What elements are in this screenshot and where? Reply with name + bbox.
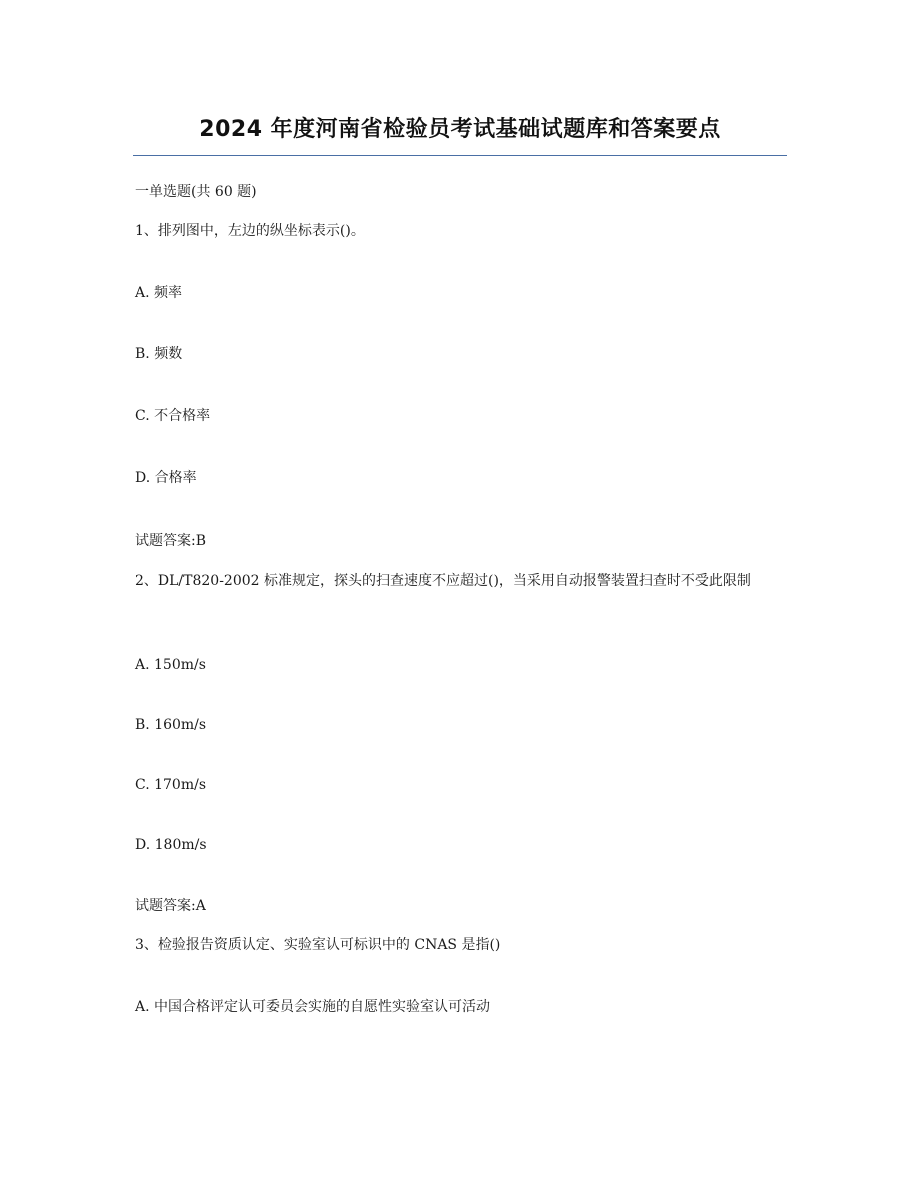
question-2-option-b: B. 160m/s [135,717,207,733]
question-1-text: 1、排列图中，左边的纵坐标表示()。 [135,223,365,239]
title-divider [133,155,787,156]
document-title: 2024 年度河南省检验员考试基础试题库和答案要点 [199,117,721,142]
question-1-option-b: B. 频数 [135,346,183,362]
question-1-option-d: D. 合格率 [135,470,197,486]
question-3-text: 3、检验报告资质认定、实验室认可标识中的 CNAS 是指() [135,937,501,953]
question-3-option-a: A. 中国合格评定认可委员会实施的自愿性实验室认可活动 [135,999,491,1015]
question-2-text: 2、DL/T820-2002 标准规定，探头的扫查速度不应超过()，当采用自动报警装置扫查时不受此限制 [135,573,751,589]
question-1-option-c: C. 不合格率 [135,408,211,424]
question-2-option-c: C. 170m/s [135,777,207,793]
section-heading: 一单选题(共 60 题) [135,184,257,200]
question-2-option-a: A. 150m/s [135,657,206,673]
question-1-answer: 试题答案:B [135,533,207,549]
question-2-answer: 试题答案:A [135,898,206,914]
question-1-option-a: A. 频率 [135,285,183,301]
question-2-option-d: D. 180m/s [135,837,207,853]
